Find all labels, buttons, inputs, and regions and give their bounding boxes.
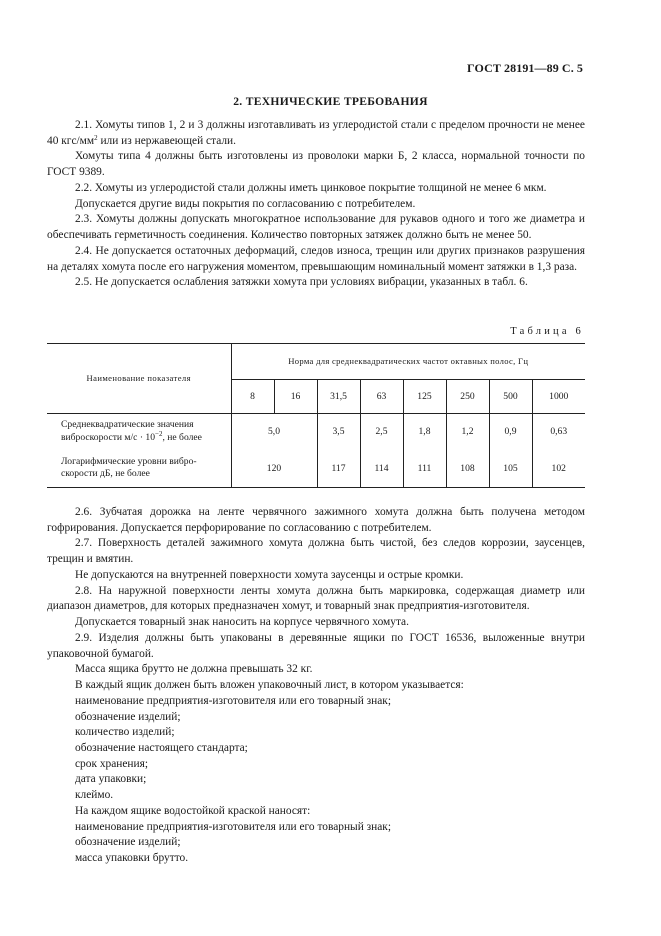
table-cell: 114 [360, 450, 403, 488]
vibration-table [47, 343, 585, 488]
table-cell: 105 [489, 450, 532, 488]
table-header-norm: Норма для среднеквадратических частот октавных полос, Гц [231, 344, 585, 380]
paragraph-2-1: 2.1. Хомуты типов 1, 2 и 3 должны изготавливать из углеродистой стали с пределом прочности не менее 40 кгс/$мм^2$ или из нержавеющей стали. [47, 119, 585, 147]
freq-header: 125 [403, 380, 446, 414]
page-header: ГОСТ 28191—89 С. 5 [467, 61, 583, 75]
table-cell: 102 [532, 450, 585, 488]
paragraph-2-7-edges: Не допускаются на внутренней поверхности хомута заусенцы и острые кромки. [75, 568, 464, 581]
freq-header: 1000 [532, 380, 585, 414]
list-item: количество изделий; [75, 726, 175, 739]
list-item: обозначение настоящего стандарта; [75, 742, 248, 755]
table-caption: Таблица 6 [510, 326, 584, 337]
list-item: клеймо. [75, 789, 114, 802]
list-item: срок хранения; [75, 757, 149, 770]
paragraph-2-8: 2.8. На наружной поверхности ленты хомута должна быть маркировка, содержащая диаметр или диапазон диаметров, для которых предназначен хомут, и товарный знак предприятия-изготовителя. [47, 584, 585, 613]
paragraph-sheet-intro: В каждый ящик должен быть вложен упаковочный лист, в котором указывается: [75, 679, 464, 692]
table-cell: 1,2 [446, 414, 489, 450]
row-label-rms: Среднеквадратические значения виброскорости $м/с \cdot 10^{-2}$, не более [47, 414, 231, 450]
table-cell: 0,9 [489, 414, 532, 450]
paragraph-2-6: 2.6. Зубчатая дорожка на ленте червячного зажимного хомута должна быть получена методом гофрирования. Допускается перфорирование по согласованию с потребителем. [47, 506, 585, 534]
freq-header: 16 [274, 380, 317, 414]
paragraph-2-1-type4: Хомуты типа 4 должны быть изготовлены из проволоки марки Б, 2 класса, нормальной точности по ГОСТ 9389. [47, 150, 585, 179]
paragraph-2-9: 2.9. Изделия должны быть упакованы в деревянные ящики по ГОСТ 16536, выложенные внутри упаковочной бумагой. [47, 631, 585, 660]
section-title: 2. ТЕХНИЧЕСКИЕ ТРЕБОВАНИЯ [233, 95, 428, 108]
paragraph-2-2-other: Допускается другие виды покрытия по согласованию с потребителем. [75, 197, 416, 210]
freq-header: 31,5 [317, 380, 360, 414]
table-cell: 108 [446, 450, 489, 488]
paragraph-2-7: 2.7. Поверхность деталей зажимного хомута должна быть чистой, без следов коррозии, заусенцев, трещин и вмятин. [47, 537, 585, 566]
paragraph-2-3: 2.3. Хомуты должны допускать многократное использование для рукавов одного и того же диаметра и обеспечивать герметичность соединения. Количество повторных затяжек должно быть не менее 50. [47, 213, 585, 242]
table-cell: 2,5 [360, 414, 403, 450]
paragraph-2-4: 2.4. Не допускается остаточных деформаций, следов износа, трещин или других признаков разрушения на деталях хомута после его нагружения моментом, превышающим номинальный момент затяжки в 1,3 раза. [47, 244, 585, 273]
paragraph-2-2: 2.2. Хомуты из углеродистой стали должны иметь цинковое покрытие толщиной не менее 6 мкм. [75, 181, 547, 194]
freq-header: 500 [489, 380, 532, 414]
freq-header: 8 [231, 380, 274, 414]
table-cell: 5,0 [231, 414, 317, 450]
freq-header: 63 [360, 380, 403, 414]
table-row [47, 450, 585, 488]
row-label-log: Логарифмические уровни вибро- скорости дБ, не более [47, 450, 231, 488]
requirements-text-top [47, 118, 585, 291]
table-cell: 3,5 [317, 414, 360, 450]
list-item: дата упаковки; [75, 773, 147, 786]
table-cell: 1,8 [403, 414, 446, 450]
list-item: наименование предприятия-изготовителя или его товарный знак; [75, 694, 391, 707]
table-cell: 0,63 [550, 426, 568, 438]
list-item: обозначение изделий; [75, 710, 181, 723]
table-cell: 111 [403, 450, 446, 488]
table-cell: 117 [317, 450, 360, 488]
list-item: масса упаковки брутто. [75, 852, 189, 865]
freq-header: 250 [446, 380, 489, 414]
paragraph-box-intro: На каждом ящике водостойкой краской наносят: [75, 804, 311, 817]
table-row [47, 414, 585, 450]
list-item: обозначение изделий; [75, 836, 181, 849]
table-cell: 120 [231, 450, 317, 488]
table-header-name: Наименование показателя [47, 344, 231, 414]
paragraph-2-5: 2.5. Не допускается ослабления затяжки хомута при условиях вибрации, указанных в табл. 6. [75, 276, 528, 289]
list-item: наименование предприятия-изготовителя или его товарный знак; [75, 820, 391, 833]
requirements-text-bottom [47, 505, 585, 867]
paragraph-2-8-trademark: Допускается товарный знак наносить на корпусе червячного хомута. [75, 616, 409, 629]
paragraph-mass: Масса ящика брутто не должна превышать 32 кг. [75, 663, 313, 676]
